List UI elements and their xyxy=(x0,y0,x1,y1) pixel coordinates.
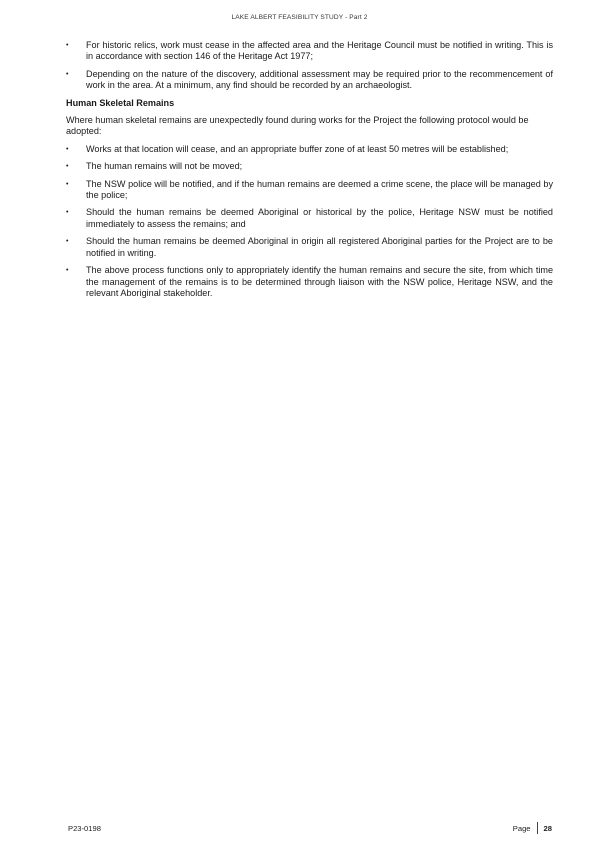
list-item xyxy=(66,40,553,63)
bullet-icon: • xyxy=(66,180,69,188)
protocol-bullet-list xyxy=(66,144,553,299)
bullet-icon: • xyxy=(66,209,69,217)
list-item-text: The NSW police will be notified, and if the human remains are deemed a crime scene, the place will be managed by the police; xyxy=(86,178,553,201)
list-item-text: The human remains will not be moved; xyxy=(86,161,243,172)
page-label: Page xyxy=(512,823,531,833)
list-item xyxy=(66,236,553,259)
page-number: 28 xyxy=(543,823,552,833)
bullet-icon: • xyxy=(66,145,69,153)
list-item xyxy=(66,144,553,155)
list-item xyxy=(66,179,553,202)
section-intro-paragraph: Where human skeletal remains are unexpectedly found during works for the Project the following protocol would be adopted: xyxy=(66,115,529,137)
list-item xyxy=(66,69,553,92)
list-item-text: Should the human remains be deemed Aboriginal or historical by the police, Heritage NSW must be notified immediately to assess the remains; and xyxy=(86,207,553,229)
list-item-text: The above process functions only to appropriately identify the human remains and secure the site, from which time the management of the remains is to be determined through liaison with the NSW police, Heritage NSW, and the relevant Aboriginal stakeholder. xyxy=(86,265,553,298)
section-heading: Human Skeletal Remains xyxy=(66,97,175,108)
page-divider xyxy=(537,822,538,834)
running-header: LAKE ALBERT FEASIBILITY STUDY - Part 2 xyxy=(231,14,368,21)
list-item xyxy=(66,265,553,299)
bullet-icon: • xyxy=(66,42,69,49)
page-number-block xyxy=(513,822,552,834)
bullet-icon: • xyxy=(66,267,69,275)
list-item xyxy=(66,207,553,230)
bullet-icon: • xyxy=(66,70,69,78)
document-reference: P23-0198 xyxy=(68,824,101,833)
bullet-icon: • xyxy=(66,238,69,246)
list-item-text: Depending on the nature of the discovery, additional assessment may be required prior to the recommencement of work in the area. At a minimum, any find should be recorded by an archaeologist. xyxy=(86,68,553,91)
list-item-text: Should the human remains be deemed Aboriginal in origin all registered Aboriginal parties for the Project are to be notified in writing. xyxy=(86,236,553,258)
intro-bullet-list xyxy=(66,40,553,92)
list-item-text: For historic relics, work must cease in the affected area and the Heritage Council must be notified in writing. This is in accordance with section 146 of the Heritage Act 1977; xyxy=(86,40,553,62)
bullet-icon: • xyxy=(66,163,69,171)
list-item-text: Works at that location will cease, and an appropriate buffer zone of at least 50 metres will be established; xyxy=(86,143,509,154)
list-item xyxy=(66,161,553,172)
page-content xyxy=(66,40,553,305)
